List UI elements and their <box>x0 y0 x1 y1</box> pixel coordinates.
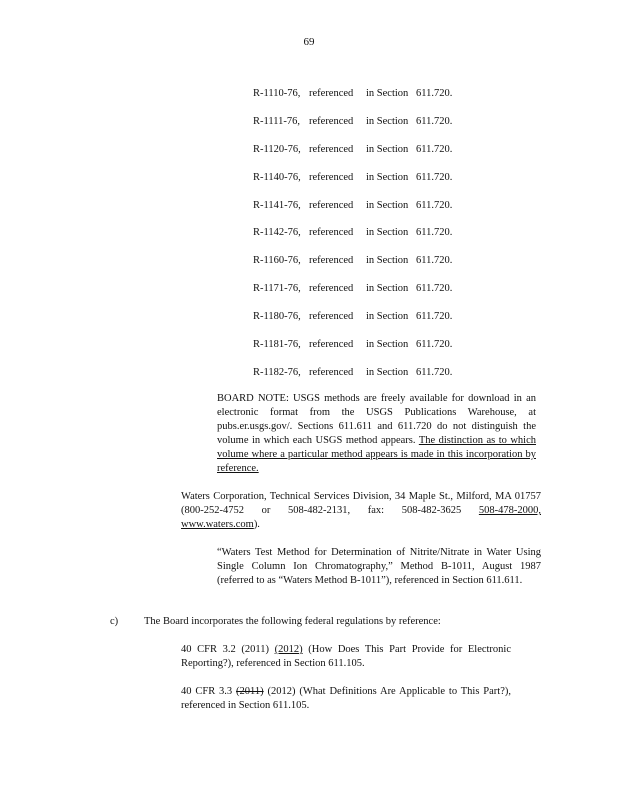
in-section-label: in Section <box>366 199 409 211</box>
cfr-reference <box>181 685 511 713</box>
in-section-label: in Section <box>366 143 409 155</box>
referenced-word: referenced <box>309 171 354 183</box>
reference-code: R-1171-76, <box>253 283 301 295</box>
reference-code: R-1160-76, <box>253 255 301 267</box>
reference-code: R-1181-76, <box>253 339 301 351</box>
board-note <box>217 392 536 476</box>
cfr-text: (How Does This Part Provide for Electronic Reporting?), referenced in Section 611.105. <box>181 644 512 669</box>
board-note-text: BOARD NOTE: USGS methods are freely available for download in an electronic format from the USGS Publications Warehouse, at pubs.er.usgs.gov/. Sections 611.611 and 611.720 do not distinguish the volume in which each USGS method appears. <box>217 393 536 446</box>
reference-code: R-1110-76, <box>253 88 301 99</box>
waters-website: www.waters.com <box>181 519 254 530</box>
reference-line <box>253 227 452 255</box>
reference-code: R-1120-76, <box>253 143 301 155</box>
referenced-word: referenced <box>309 366 354 378</box>
section-number: 611.720. <box>416 311 453 323</box>
in-section-label: in Section <box>366 227 409 239</box>
cfr-prefix: 40 CFR 3.2 (2011) <box>181 644 269 655</box>
item-c-text: The Board incorporates the following federal regulations by reference: <box>144 616 441 627</box>
reference-code: R-1140-76, <box>253 171 301 183</box>
in-section-label: in Section <box>366 311 409 323</box>
in-section-label: in Section <box>366 255 409 267</box>
item-c <box>110 615 550 629</box>
reference-line <box>253 144 452 172</box>
referenced-word: referenced <box>309 143 354 155</box>
waters-closing: ). <box>253 519 260 530</box>
in-section-label: in Section <box>366 283 409 295</box>
referenced-word: referenced <box>309 339 354 351</box>
cfr-added-year: (2012) <box>274 644 303 655</box>
reference-line <box>253 339 452 367</box>
section-number: 611.720. <box>416 199 453 211</box>
section-number: 611.720. <box>416 88 453 99</box>
waters-added-phone: 508-478-2000, <box>478 505 541 516</box>
in-section-label: in Section <box>366 88 409 99</box>
section-number: 611.720. <box>416 143 453 155</box>
cfr-deleted-year: (2011) <box>236 686 264 697</box>
referenced-word: referenced <box>309 311 354 323</box>
waters-address: Waters Corporation, Technical Services Division, 34 Maple St., Milford, MA 01757 (800-252-4752 or 508-482-2131, fax: 508-482-3625 <box>181 491 541 516</box>
reference-line <box>253 311 452 339</box>
reference-line <box>253 255 452 283</box>
cfr-text: (2012) (What Definitions Are Applicable to This Part?), referenced in Section 611.105. <box>181 686 511 711</box>
waters-corporation-entry <box>181 490 541 532</box>
page-number: 69 <box>303 36 315 48</box>
reference-line <box>253 283 452 311</box>
section-number: 611.720. <box>416 283 453 295</box>
reference-code: R-1141-76, <box>253 199 301 211</box>
reference-line <box>253 200 452 228</box>
cfr-reference <box>181 643 511 671</box>
referenced-word: referenced <box>309 115 354 127</box>
section-number: 611.720. <box>416 115 453 127</box>
reference-line <box>253 367 452 395</box>
reference-code: R-1180-76, <box>253 311 301 323</box>
cfr-prefix: 40 CFR 3.3 <box>181 686 233 697</box>
referenced-word: referenced <box>309 227 354 239</box>
section-number: 611.720. <box>416 255 453 267</box>
referenced-word: referenced <box>309 199 354 211</box>
reference-code: R-1182-76, <box>253 366 301 378</box>
section-number: 611.720. <box>416 366 453 378</box>
referenced-word: referenced <box>309 283 354 295</box>
in-section-label: in Section <box>366 115 409 127</box>
section-number: 611.720. <box>416 227 453 239</box>
reference-list <box>253 88 452 395</box>
referenced-word: referenced <box>309 255 354 267</box>
reference-line <box>253 88 452 116</box>
reference-line <box>253 172 452 200</box>
section-number: 611.720. <box>416 171 453 183</box>
reference-code: R-1142-76, <box>253 227 301 239</box>
referenced-word: referenced <box>309 88 354 99</box>
in-section-label: in Section <box>366 171 409 183</box>
board-note-added-text: The distinction as to which volume where a particular method appears is made in this incorporation by reference. <box>217 435 537 474</box>
in-section-label: in Section <box>366 339 409 351</box>
reference-line <box>253 116 452 144</box>
item-letter: c) <box>110 616 119 627</box>
waters-method-reference: “Waters Test Method for Determination of Nitrite/Nitrate in Water Using Single Column Ion Chromatography,” Method B-1011, August 1987 (referred to as “Waters Method B-1011”), referenced in Section 611.611. <box>217 547 541 586</box>
in-section-label: in Section <box>366 366 409 378</box>
reference-code: R-1111-76, <box>253 115 300 127</box>
section-number: 611.720. <box>416 339 453 351</box>
